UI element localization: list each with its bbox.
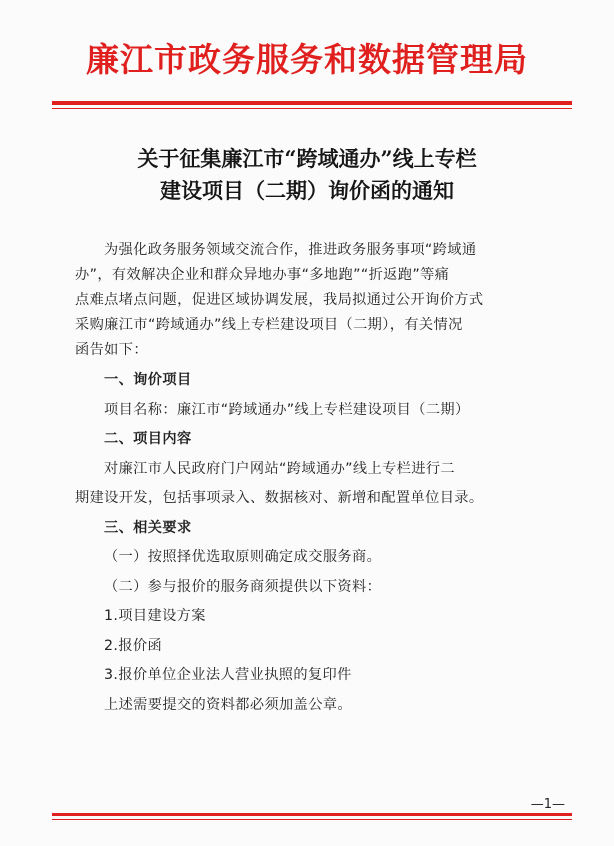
intro-paragraph <box>75 238 574 363</box>
material-list-item: 3.报价单位企业法人营业执照的复印件 <box>104 667 352 683</box>
section-heading-inquiry-item: 一、询价项目 <box>104 372 192 388</box>
requirement-item: （二）参与报价的服务商须提供以下资料： <box>104 578 382 595</box>
title-line-2: 建设项目（二期）询价函的通知 <box>160 178 454 203</box>
document-body <box>75 238 574 720</box>
project-name-line: 项目名称：廉江市“跨域通办”线上专栏建设项目（二期） <box>104 401 470 418</box>
intro-line: 办”，有效解决企业和群众异地办事“多地跑”“折返跑”等痛 <box>75 267 450 283</box>
footer-rule-thick <box>52 813 572 816</box>
intro-line: 采购廉江市“跨域通办”线上专栏建设项目（二期），有关情况 <box>75 317 463 333</box>
agency-letterhead: 廉江市政务服务和数据管理局 <box>86 40 528 79</box>
title-line-1: 关于征集廉江市“跨域通办”线上专栏 <box>137 146 477 171</box>
section-heading-requirements: 三、相关要求 <box>104 519 192 536</box>
section-heading-project-content: 二、项目内容 <box>104 431 192 447</box>
content-line: 对廉江市人民政府门户网站“跨域通办”线上专栏进行二 <box>104 460 456 477</box>
material-list-item: 2.报价函 <box>104 637 163 654</box>
intro-line: 为强化政务服务领域交流合作，推进政务服务事项“跨域通 <box>104 242 477 258</box>
stamp-note: 上述需要提交的资料都必须加盖公章。 <box>104 696 352 713</box>
document-title <box>0 143 614 207</box>
header-rule-thin <box>52 108 572 109</box>
material-list-item: 1.项目建设方案 <box>104 608 206 624</box>
footer-rule-thin <box>52 819 572 820</box>
page-number: —1— <box>528 797 568 812</box>
requirement-item: （一）按照择优选取原则确定成交服务商。 <box>104 549 382 565</box>
intro-line: 函告如下： <box>75 342 148 358</box>
header-rule-thick <box>52 101 572 105</box>
intro-line: 点难点堵点问题，促进区域协调发展，我局拟通过公开询价方式 <box>75 292 484 308</box>
content-line: 期建设开发，包括事项录入、数据核对、新增和配置单位目录。 <box>75 490 484 506</box>
